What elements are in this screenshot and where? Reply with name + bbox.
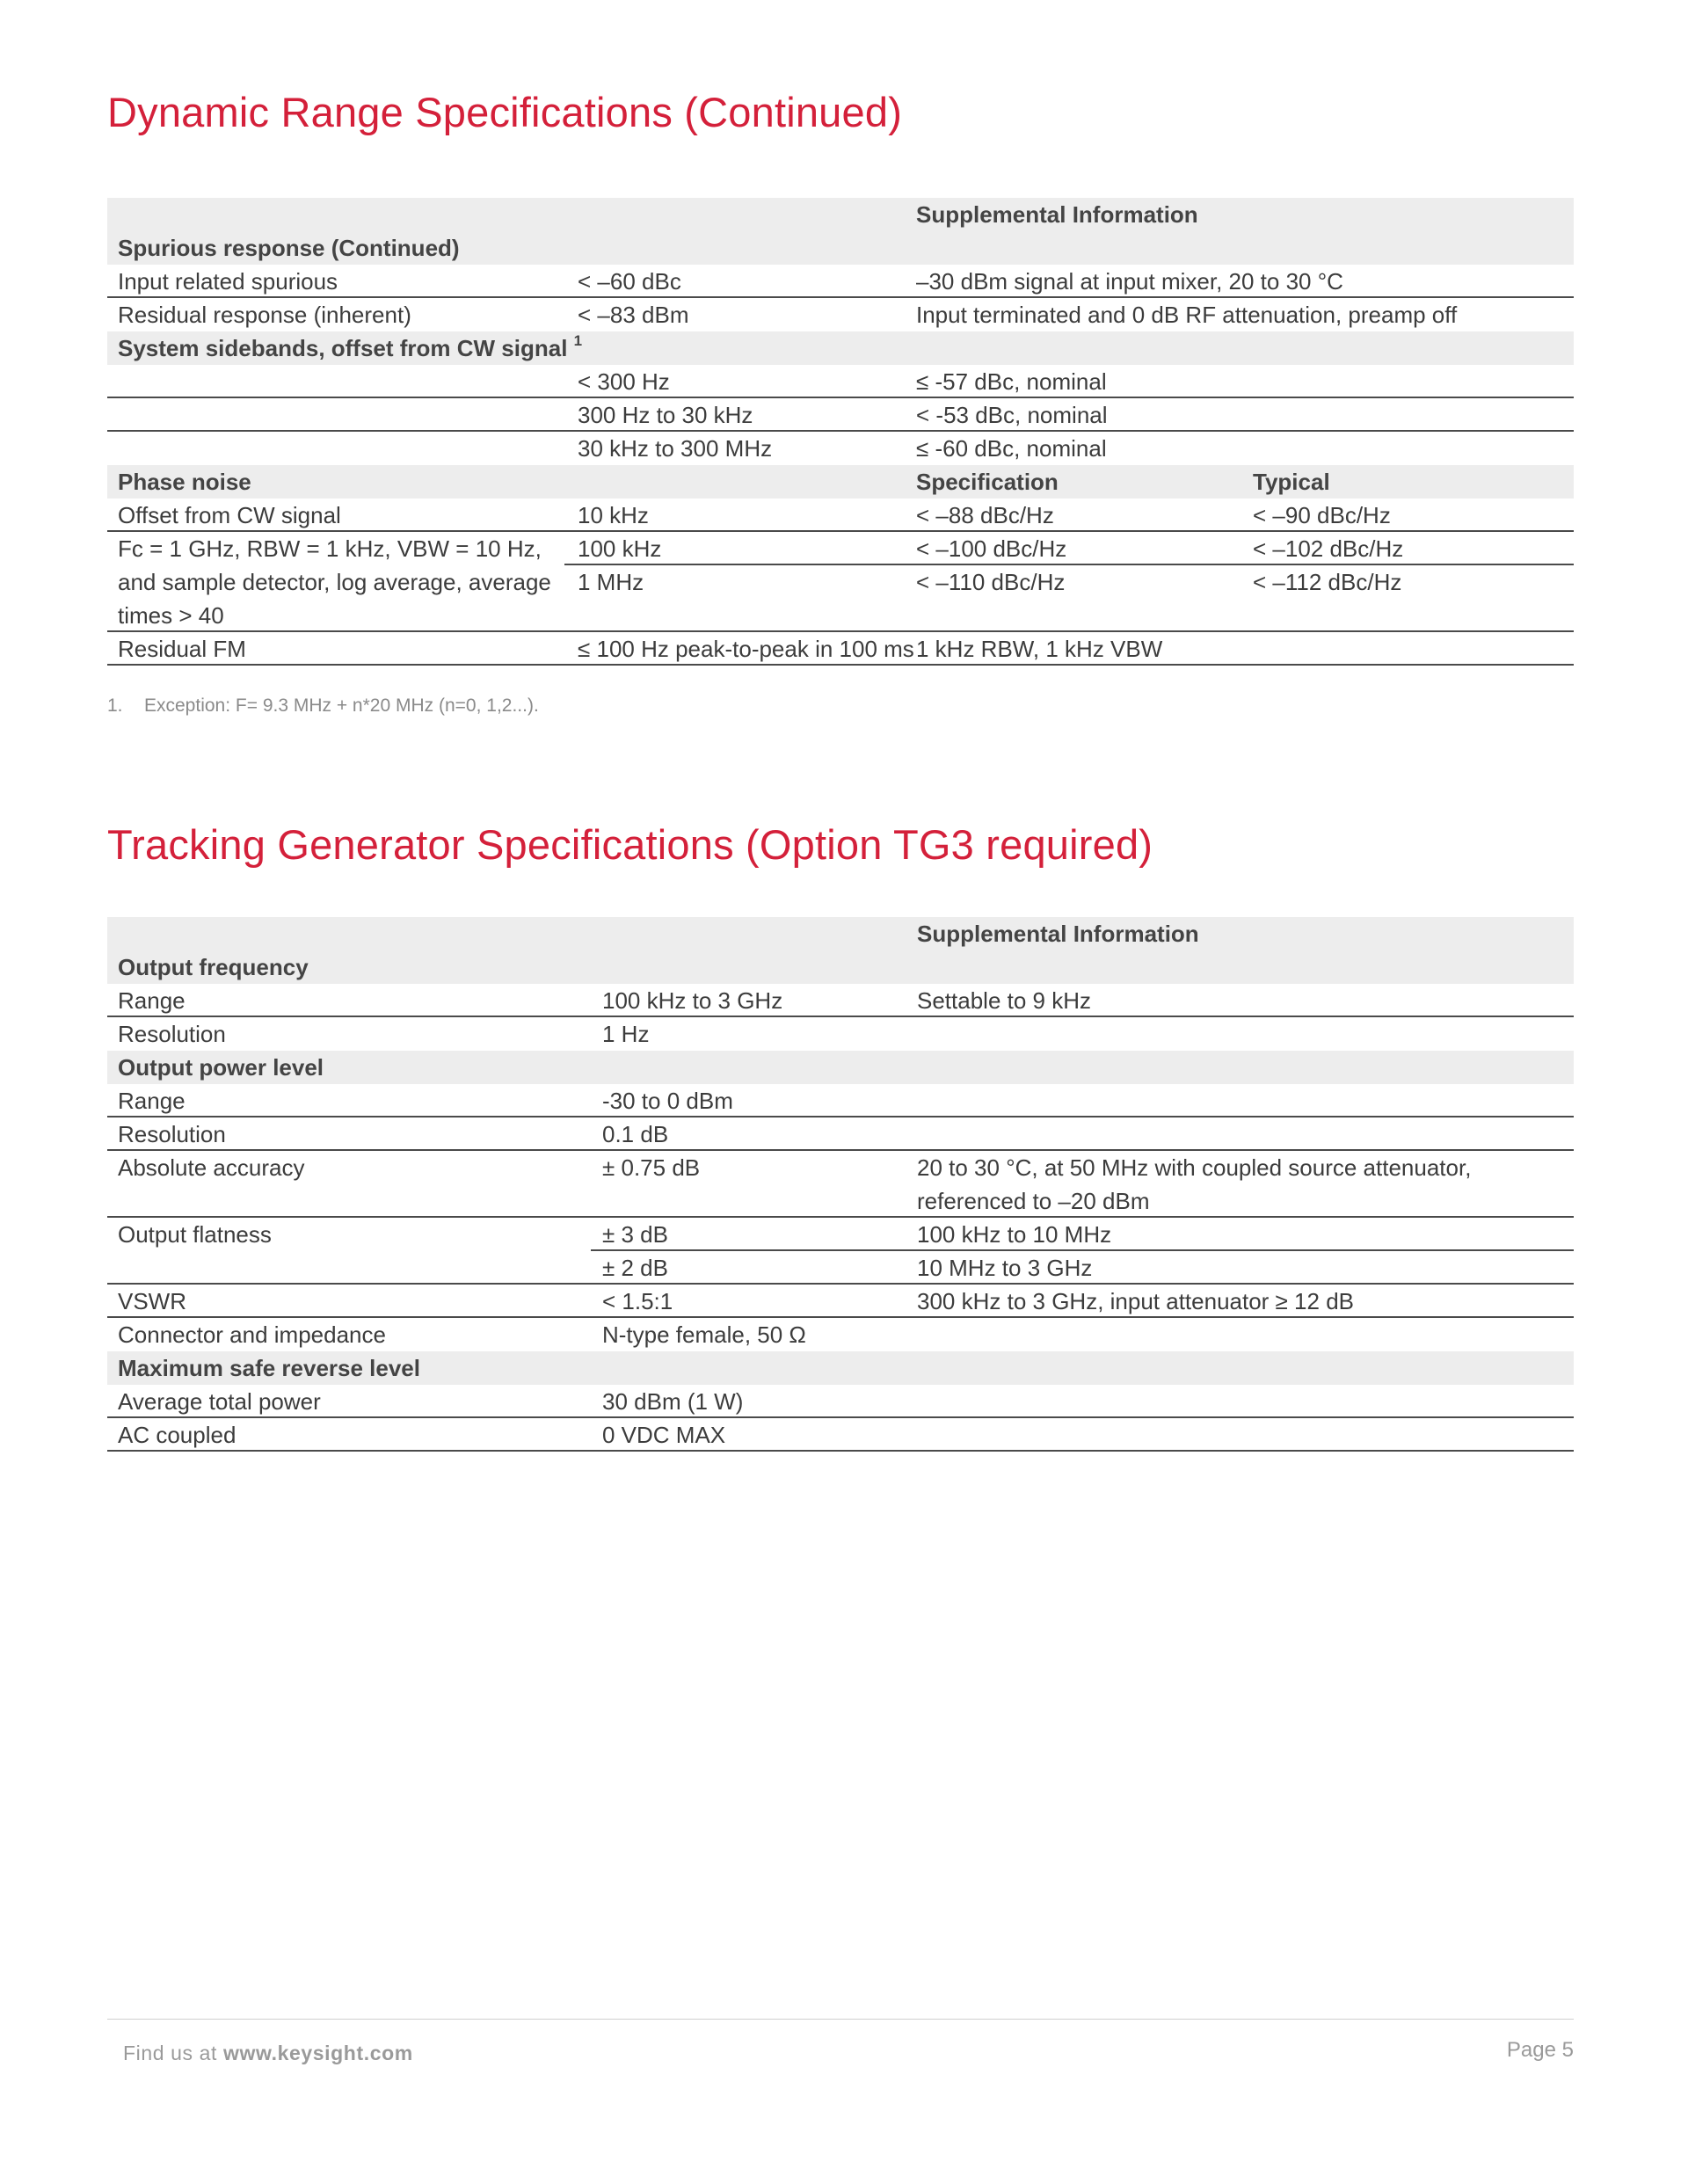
phase-noise-conditions: Fc = 1 GHz, RBW = 1 kHz, VBW = 10 Hz, and sample detector, log average, average times > 40 — [118, 535, 551, 629]
table-row — [107, 1285, 1574, 1318]
table-row — [107, 265, 1574, 298]
row-label: VSWR — [118, 1288, 186, 1314]
row-spec: ± 2 dB — [602, 1255, 668, 1281]
row-spec: 0 VDC MAX — [602, 1422, 726, 1448]
row-label: Average total power — [118, 1388, 321, 1415]
page-number: Page 5 — [1506, 2038, 1574, 2062]
typical-column-header: Typical — [1253, 469, 1330, 495]
row-info: –30 dBm signal at input mixer, 20 to 30 °C — [916, 268, 1343, 295]
row-typical: < –102 dBc/Hz — [1253, 535, 1404, 562]
row-spec: 100 kHz — [578, 535, 662, 562]
row-info: 1 kHz RBW, 1 kHz VBW — [916, 636, 1163, 662]
row-spec: 100 kHz to 3 GHz — [602, 987, 783, 1014]
table-row — [107, 298, 1574, 331]
row-spec: ≤ 100 Hz peak-to-peak in 100 ms — [578, 636, 914, 662]
footnote-number: 1. — [107, 695, 123, 716]
row-label: Input related spurious — [118, 268, 338, 295]
row-spec: < 300 Hz — [578, 368, 670, 395]
row-info: 20 to 30 °C, at 50 MHz with coupled source attenuator, referenced to –20 dBm — [917, 1154, 1472, 1214]
row-spec: 1 Hz — [602, 1021, 650, 1047]
table-row — [107, 1318, 1574, 1351]
table-row — [107, 1084, 1574, 1117]
row-typical: < –112 dBc/Hz — [1253, 569, 1402, 595]
footer-url-link[interactable]: www.keysight.com — [223, 2042, 413, 2064]
row-label: Residual FM — [118, 636, 246, 662]
table-row — [107, 365, 1574, 398]
sidebands-heading: System sidebands, offset from CW signal $^1$ — [118, 332, 583, 361]
footnote-ref: 1 — [573, 332, 583, 350]
table-row — [107, 1151, 1574, 1218]
table-row — [107, 1385, 1574, 1418]
spec-column-header: Specification — [916, 469, 1059, 495]
table-row — [107, 1117, 1574, 1151]
row-info: 300 kHz to 3 GHz, input attenuator ≥ 12 dB — [917, 1288, 1354, 1314]
section-title-tracking-generator: Tracking Generator Specifications (Option TG3 required) — [107, 821, 1153, 868]
row-spec: < 1.5:1 — [602, 1288, 673, 1314]
table-row — [107, 984, 1574, 1017]
row-label: Resolution — [118, 1121, 226, 1147]
row-info: 10 MHz to 3 GHz — [917, 1255, 1093, 1281]
row-label: AC coupled — [118, 1422, 236, 1448]
footnote — [107, 695, 539, 717]
spurious-heading: Spurious response (Continued) — [118, 235, 460, 261]
group-heading-row — [107, 1351, 1574, 1385]
row-spec: < –83 dBm — [578, 302, 689, 328]
row-label: Resolution — [118, 1021, 226, 1047]
group-heading-row — [107, 465, 1574, 499]
row-info: < -53 dBc, nominal — [916, 402, 1108, 428]
row-spec: ± 3 dB — [602, 1221, 668, 1248]
row-label: Output flatness — [118, 1221, 272, 1248]
dynamic-range-table — [107, 198, 1574, 666]
row-spec: 10 kHz — [578, 502, 649, 528]
table-header-row — [107, 198, 1574, 231]
row-spec: -30 to 0 dBm — [602, 1088, 733, 1114]
reverse-level-heading: Maximum safe reverse level — [118, 1355, 420, 1381]
row-spec: 0.1 dB — [602, 1121, 669, 1147]
footnote-text: Exception: F= 9.3 MHz + n*20 MHz (n=0, 1,2...). — [144, 695, 539, 716]
footer-divider — [107, 2019, 1574, 2020]
section-title-dynamic-range: Dynamic Range Specifications (Continued) — [107, 89, 903, 135]
row-spec: 1 MHz — [578, 569, 644, 595]
tracking-generator-table — [107, 917, 1574, 1452]
row-label: Offset from CW signal — [118, 502, 341, 528]
row-spec: ± 0.75 dB — [602, 1154, 701, 1181]
table-row — [107, 398, 1574, 432]
row-label: Connector and impedance — [118, 1321, 386, 1348]
row-info: < –88 dBc/Hz — [916, 502, 1054, 528]
row-spec: 30 kHz to 300 MHz — [578, 435, 773, 462]
row-spec: < –60 dBc — [578, 268, 681, 295]
group-heading-row — [107, 950, 1574, 984]
phase-noise-heading: Phase noise — [118, 469, 251, 495]
output-power-heading: Output power level — [118, 1054, 324, 1081]
row-label: Range — [118, 1088, 186, 1114]
group-heading-row — [107, 1051, 1574, 1084]
row-typical: < –90 dBc/Hz — [1253, 502, 1391, 528]
table-header-row — [107, 917, 1574, 950]
table-row — [107, 632, 1574, 666]
row-info: < –100 dBc/Hz — [916, 535, 1067, 562]
table-row — [107, 1017, 1574, 1051]
row-info: Settable to 9 kHz — [917, 987, 1091, 1014]
row-label: Residual response (inherent) — [118, 302, 411, 328]
supplemental-header: Supplemental Information — [917, 921, 1199, 947]
row-info: 100 kHz to 10 MHz — [917, 1221, 1112, 1248]
output-frequency-heading: Output frequency — [118, 954, 309, 980]
row-spec: 300 Hz to 30 kHz — [578, 402, 753, 428]
row-spec: 30 dBm (1 W) — [602, 1388, 744, 1415]
row-label: Range — [118, 987, 186, 1014]
group-heading-row — [107, 231, 1574, 265]
table-row — [107, 432, 1574, 465]
row-info: ≤ -60 dBc, nominal — [916, 435, 1107, 462]
supplemental-header: Supplemental Information — [916, 201, 1198, 228]
row-info: ≤ -57 dBc, nominal — [916, 368, 1107, 395]
table-row — [107, 1218, 1574, 1251]
table-row — [107, 499, 1574, 532]
row-spec: N-type female, 50 Ω — [602, 1321, 806, 1348]
group-heading-row — [107, 331, 1574, 365]
row-info: Input terminated and 0 dB RF attenuation, preamp off — [916, 302, 1458, 328]
footer-find-us: Find us at www.keysight.com — [123, 2042, 413, 2064]
row-label: Absolute accuracy — [118, 1154, 305, 1181]
table-row — [107, 1418, 1574, 1452]
row-info: < –110 dBc/Hz — [916, 569, 1066, 595]
table-row — [107, 1251, 1574, 1285]
